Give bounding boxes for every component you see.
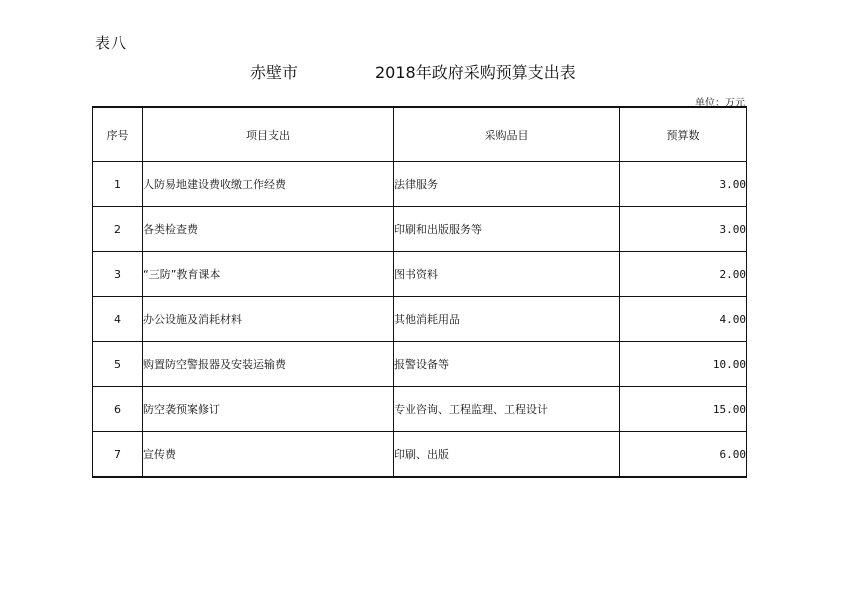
- row-item: 宣传费: [143, 432, 394, 478]
- row-item: 各类检查费: [143, 207, 394, 252]
- row-no: 2: [93, 207, 143, 252]
- row-item: 人防易地建设费收缴工作经费: [143, 162, 394, 207]
- table-label: 表八: [95, 34, 128, 52]
- row-category: 印刷、出版: [394, 432, 620, 478]
- row-amount: 10.00: [620, 342, 747, 387]
- table-row: [93, 387, 747, 432]
- table-row: [93, 432, 747, 478]
- row-category: 专业咨询、工程监理、工程设计: [394, 387, 620, 432]
- row-no: 3: [93, 252, 143, 297]
- table-row: [93, 342, 747, 387]
- table-row: [93, 297, 747, 342]
- row-item: 购置防空警报器及安装运输费: [143, 342, 394, 387]
- row-no: 7: [93, 432, 143, 478]
- row-amount: 2.00: [620, 252, 747, 297]
- table-row: [93, 162, 747, 207]
- table-row: [93, 252, 747, 297]
- page-title: 2018年政府采购预算支出表: [375, 63, 576, 82]
- column-header-no: 序号: [93, 107, 143, 162]
- row-amount: 4.00: [620, 297, 747, 342]
- row-category: 其他消耗用品: [394, 297, 620, 342]
- column-header-category: 采购品目: [394, 107, 620, 162]
- row-no: 6: [93, 387, 143, 432]
- row-category: 报警设备等: [394, 342, 620, 387]
- budget-table: [92, 106, 747, 478]
- row-no: 5: [93, 342, 143, 387]
- row-amount: 15.00: [620, 387, 747, 432]
- row-amount: 6.00: [620, 432, 747, 478]
- row-item: “三防”教育课本: [143, 252, 394, 297]
- column-header-item: 项目支出: [143, 107, 394, 162]
- row-category: 图书资料: [394, 252, 620, 297]
- column-header-amount: 预算数: [620, 107, 747, 162]
- row-category: 法律服务: [394, 162, 620, 207]
- row-no: 1: [93, 162, 143, 207]
- row-no: 4: [93, 297, 143, 342]
- row-item: 办公设施及消耗材料: [143, 297, 394, 342]
- unit-note: 单位：万元: [695, 98, 745, 109]
- row-amount: 3.00: [620, 162, 747, 207]
- row-item: 防空袭预案修订: [143, 387, 394, 432]
- table-row: [93, 207, 747, 252]
- row-amount: 3.00: [620, 207, 747, 252]
- city-name: 赤壁市: [250, 63, 299, 82]
- row-category: 印刷和出版服务等: [394, 207, 620, 252]
- table-header-row: [93, 107, 747, 162]
